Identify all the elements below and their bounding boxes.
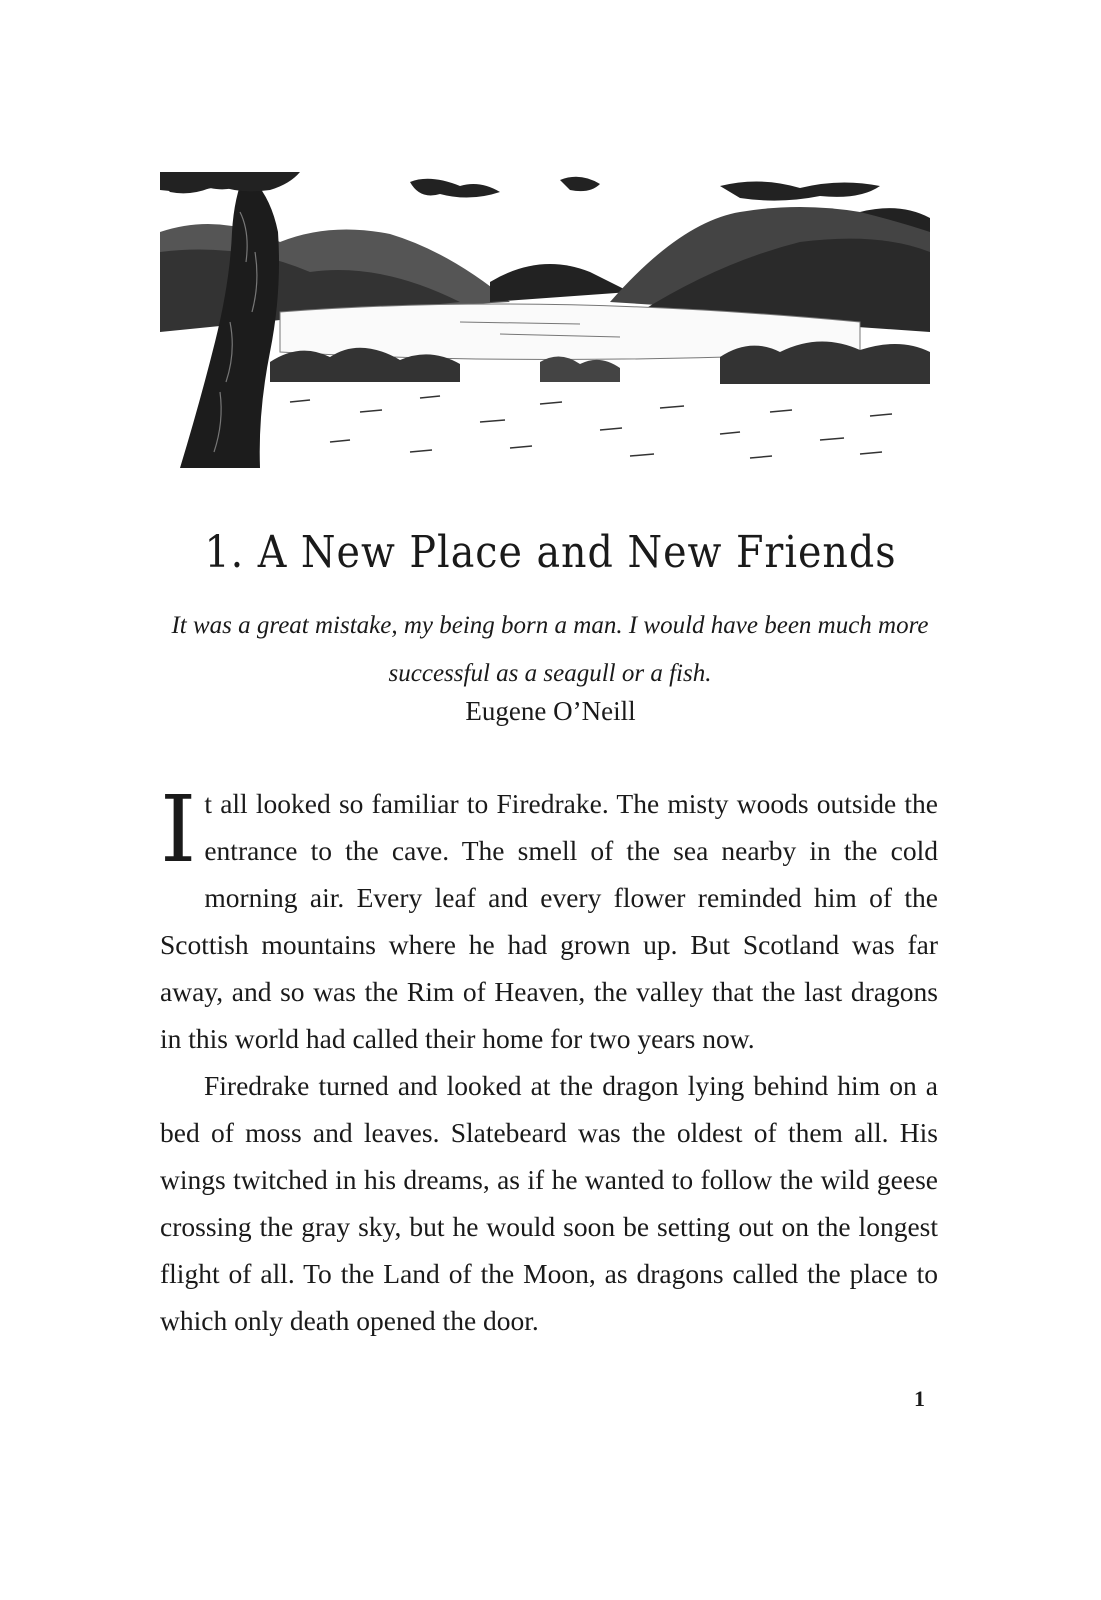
body-text <box>160 776 938 1344</box>
paragraph-1-text: t all looked so familiar to Firedrake. The misty woods outside the entrance to the cave. The smell of the sea nearby in the cold morning air. Every leaf and every flower reminded him of the Scottish mountains where he had grown up. But Scotland was far away, and so was the Rim of Heaven, the valley that the last dragons in this world had called their home for two years now. <box>160 788 938 1054</box>
drop-cap: I <box>160 776 197 883</box>
epigraph-author: Eugene O’Neill <box>465 696 636 726</box>
paragraph-1 <box>160 776 938 1062</box>
chapter-title: 1. A New Place and New Friends <box>204 527 897 579</box>
landscape-illustration <box>160 172 930 468</box>
paragraph-2: Firedrake turned and looked at the dragon lying behind him on a bed of moss and leaves. Slatebeard was the oldest of them all. His wings twitched in his dreams, as if he wanted to follow the wild geese crossing the gray sky, but he would soon be setting out on the longest flight of all. To the Land of the Moon, as dragons called the place to which only death opened the door. <box>160 1070 938 1336</box>
epigraph-quote: It was a great mistake, my being born a man. I would have been much more successful as a seagull or a fish. <box>171 612 929 687</box>
page-number: 1 <box>914 1386 925 1411</box>
